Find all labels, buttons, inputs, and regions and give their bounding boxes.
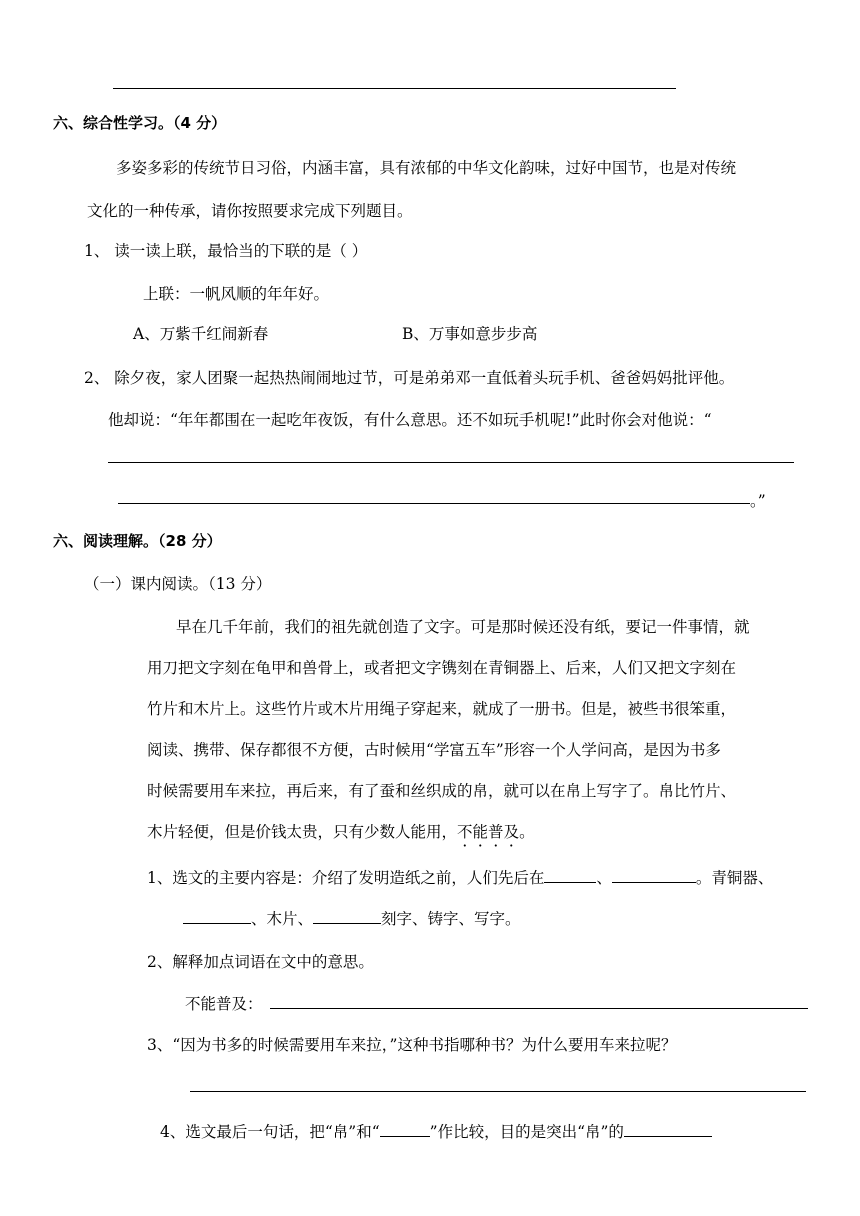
answer-blank[interactable] xyxy=(313,909,381,924)
passage-text: 。 xyxy=(519,823,535,841)
answer-blank[interactable] xyxy=(624,1122,712,1137)
answer-blank[interactable] xyxy=(183,909,251,924)
question-text: 。青铜器、 xyxy=(695,869,774,887)
question-text: ”作比较，目的是突出“帛”的 xyxy=(429,1123,624,1141)
section-title: 六、阅读理解。（28 分） xyxy=(53,532,222,550)
subsection-title: （一）课内阅读。（13 分） xyxy=(84,575,272,593)
passage-line: 早在几千年前，我们的祖先就创造了文字。可是那时候还没有纸，要记一件事情，就 xyxy=(176,618,750,636)
answer-line[interactable] xyxy=(270,1008,808,1009)
passage-line xyxy=(147,820,535,842)
dotted-char: 不 xyxy=(457,823,473,841)
dotted-char: 能 xyxy=(472,823,489,841)
question-text: 刻字、铸字、写字。 xyxy=(381,910,521,928)
question-1-line-1 xyxy=(147,866,773,888)
question-4 xyxy=(160,1120,712,1142)
question-3: 3、“因为书多的时候需要用车来拉，”这种书指哪种书？为什么要用车来拉呢？ xyxy=(147,1036,677,1054)
question-text: 4、选文最后一句话，把“帛”和“ xyxy=(160,1123,380,1141)
option-b[interactable]: B、万事如意步步高 xyxy=(402,325,538,343)
passage-line: 竹片和木片上。这些竹片或木片用绳子穿起来，就成了一册书。但是，被些书很笨重， xyxy=(147,700,737,718)
answer-blank[interactable] xyxy=(612,868,696,883)
answer-blank[interactable] xyxy=(380,1122,430,1137)
answer-line[interactable] xyxy=(190,1091,806,1092)
passage-line: 用刀把文字刻在龟甲和兽骨上，或者把文字镌刻在青铜器上、后来，人们又把文字刻在 xyxy=(147,659,737,677)
question-1: 1、 读一读上联，最恰当的下联的是（ ） xyxy=(84,242,368,260)
section-title: 六、综合性学习。（4 分） xyxy=(53,114,227,132)
answer-blank[interactable] xyxy=(544,868,596,883)
passage-text: 木片轻便，但是价钱太贵，只有少数人能用， xyxy=(147,823,458,841)
intro-line-2: 文化的一种传承，请你按照要求完成下列题目。 xyxy=(87,202,413,220)
closing-quote: 。” xyxy=(750,492,766,510)
upper-couplet: 上联：一帆风顺的年年好。 xyxy=(143,285,330,303)
question-text: 1、选文的主要内容是：介绍了发明造纸之前，人们先后在 xyxy=(147,869,545,887)
dotted-char: 及 xyxy=(503,823,520,841)
separator: 、 xyxy=(596,869,612,887)
question-1-line-2 xyxy=(183,907,521,929)
answer-line[interactable] xyxy=(108,462,794,463)
question-2-line-2: 他却说：“年年都围在一起吃年夜饭，有什么意思。还不如玩手机呢!”此时你会对他说：“ xyxy=(108,411,712,429)
question-2-line-1: 2、 除夕夜，家人团聚一起热热闹闹地过节，可是弟弟邓一直低着头玩手机、爸爸妈妈批评他。 xyxy=(84,369,735,387)
passage-line: 时候需要用车来拉，再后来，有了蚕和丝织成的帛，就可以在帛上写字了。帛比竹片、 xyxy=(147,782,737,800)
passage-line: 阅读、携带、保存都很不方便，古时候用“学富五车”形容一个人学问高，是因为书多 xyxy=(147,741,721,759)
answer-line[interactable] xyxy=(118,503,750,504)
intro-line-1: 多姿多彩的传统节日习俗，内涵丰富，具有浓郁的中华文化韵味，过好中国节，也是对传统 xyxy=(116,159,737,177)
question-text: 、木片、 xyxy=(251,910,314,928)
dotted-char: 普 xyxy=(488,823,504,841)
term-label: 不能普及： xyxy=(185,995,263,1013)
answer-line[interactable] xyxy=(113,88,676,89)
option-a[interactable]: A、万紫千红闹新春 xyxy=(133,325,269,343)
question-2: 2、解释加点词语在文中的意思。 xyxy=(147,953,374,971)
